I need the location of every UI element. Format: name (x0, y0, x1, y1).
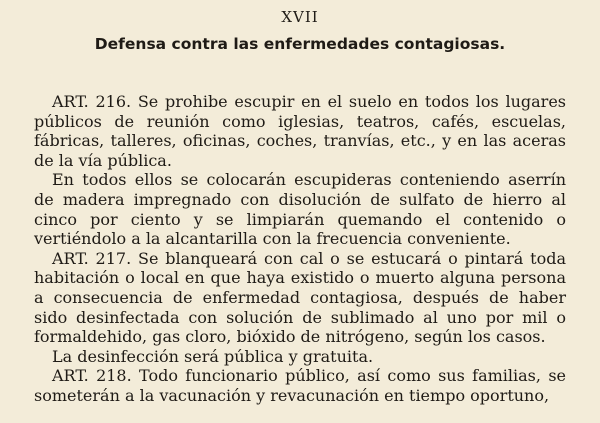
paragraph-text: Todo funcionario público, así como sus familias, se someterán a la vacunación y revacunación en tiempo oportuno, (34, 366, 566, 405)
body-text (34, 92, 566, 406)
paragraph-art-216 (34, 92, 566, 170)
paragraph-desinfeccion (34, 347, 566, 367)
section-title: Defensa contra las enfermedades contagiosas. (94, 35, 506, 53)
paragraph-text: Se prohibe escupir en el suelo en todos los lugares públicos de reunión como iglesias, teatros, cafés, escuelas, fábricas, talleres, oficinas, coches, tranvías, etc., y en las aceras de la vía pública. (34, 92, 567, 170)
paragraph-text: La desinfección será pública y gratuita. (52, 346, 374, 366)
chapter-number: XVII (281, 8, 319, 26)
paragraph-art-217 (34, 249, 566, 347)
paragraph-text: Se blanqueará con cal o se estucará o pintará toda habitación o local en que haya existido o muerto alguna persona a consecuencia de enfermedad contagiosa, después de haber sido desinfectada con solución de sublimado al uno por mil o formaldehido, gas cloro, bióxido de nitrógeno, según los casos. (34, 248, 567, 347)
article-label: ART. 217. (52, 248, 132, 268)
paragraph-art-218 (34, 366, 566, 405)
paragraph-escupideras (34, 170, 566, 248)
article-label: ART. 216. (52, 92, 132, 111)
paragraph-text: En todos ellos se colocarán escupideras conteniendo aserrín de madera impregnado con disolución de sulfato de hierro al cinco por ciento y se limpiarán quemando el contenido o vertiéndolo a la alcantarilla con la frecuencia conveniente. (34, 170, 566, 249)
article-label: ART. 218. (52, 366, 132, 386)
